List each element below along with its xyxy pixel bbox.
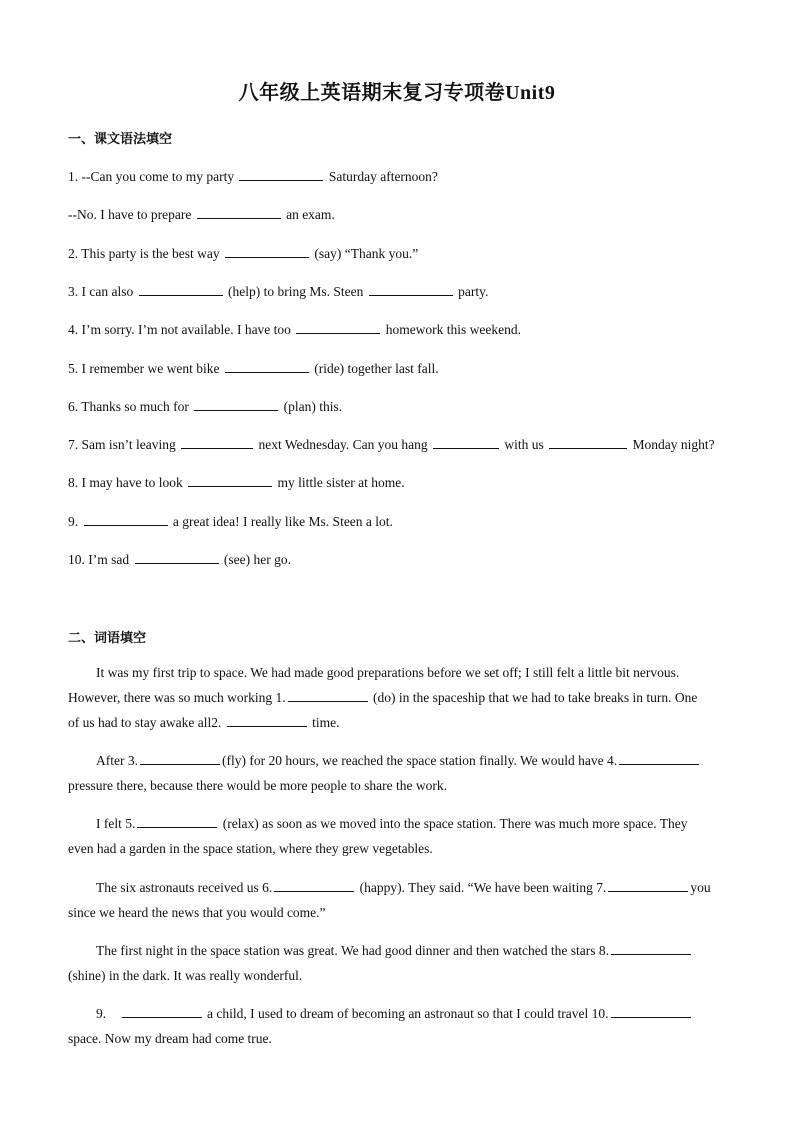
question-7 (68, 435, 715, 453)
question-9-text-end: a great idea! I really like Ms. Steen a lot. (172, 514, 393, 529)
paragraph-1-line-3 (68, 710, 726, 735)
question-1-reply (68, 205, 335, 223)
passage-paragraph-6 (68, 1001, 726, 1051)
paragraph-5-line-1 (68, 938, 726, 963)
paragraph-6-text: 9. (96, 1006, 107, 1021)
answer-blank[interactable] (181, 435, 253, 449)
answer-blank[interactable] (137, 814, 217, 828)
answer-blank[interactable] (197, 205, 281, 219)
paragraph-1-text: However, there was so much working 1. (68, 690, 286, 705)
paragraph-1-line-1: It was my first trip to space. We had made good preparations before we set off; I still felt a little bit nervous. (96, 665, 680, 680)
paragraph-3-line-1 (68, 811, 726, 836)
question-4-text: 4. I’m sorry. I’m not available. I have too (68, 322, 291, 337)
question-5-text-end: (ride) together last fall. (314, 361, 439, 376)
question-7-text-mid-1: next Wednesday. Can you hang (258, 437, 428, 452)
passage-paragraph-1 (68, 660, 726, 735)
paragraph-1-text: of us had to stay awake all2. (68, 715, 222, 730)
passage-paragraph-4 (68, 875, 726, 925)
question-5 (68, 359, 439, 377)
answer-blank[interactable] (194, 397, 278, 411)
section-2-heading: 二、词语填空 (68, 631, 147, 646)
answer-blank[interactable] (225, 359, 309, 373)
answer-blank[interactable] (140, 751, 220, 765)
answer-blank[interactable] (122, 1004, 202, 1018)
paragraph-6-line-1 (68, 1001, 726, 1026)
question-3-text: 3. I can also (68, 284, 134, 299)
paragraph-6-text: a child, I used to dream of becoming an astronaut so that I could travel 10. (207, 1006, 609, 1021)
question-3-text-end: party. (458, 284, 489, 299)
paragraph-2-text: After 3. (96, 753, 138, 768)
section-1-heading: 一、课文语法填空 (68, 132, 173, 147)
paragraph-3-line-2: even had a garden in the space station, where they grew vegetables. (68, 841, 433, 856)
question-7-text: 7. Sam isn’t leaving (68, 437, 176, 452)
answer-blank[interactable] (611, 941, 691, 955)
question-1-reply-text: --No. I have to prepare (68, 207, 192, 222)
paragraph-2-line-2: pressure there, because there would be more people to share the work. (68, 778, 447, 793)
answer-blank[interactable] (239, 167, 323, 181)
question-8-text: 8. I may have to look (68, 475, 183, 490)
question-7-text-mid-2: with us (504, 437, 544, 452)
answer-blank[interactable] (369, 282, 453, 296)
paragraph-3-text: I felt 5. (96, 816, 136, 831)
question-8 (68, 473, 405, 491)
paragraph-4-text: The six astronauts received us 6. (96, 880, 273, 895)
question-3-text-mid: (help) to bring Ms. Steen (227, 284, 364, 299)
answer-blank[interactable] (619, 751, 699, 765)
question-5-text: 5. I remember we went bike (68, 361, 220, 376)
paragraph-1-text: time. (312, 715, 340, 730)
answer-blank[interactable] (296, 320, 380, 334)
question-8-text-end: my little sister at home. (277, 475, 405, 490)
paragraph-4-line-1 (68, 875, 726, 900)
question-3 (68, 282, 488, 300)
paragraph-4-text: (happy). They said. “We have been waiting 7. (359, 880, 607, 895)
question-10-text-end: (see) her go. (223, 552, 291, 567)
question-6-text-end: (plan) this. (283, 399, 343, 414)
question-4 (68, 320, 521, 338)
passage-paragraph-5 (68, 938, 726, 988)
answer-blank[interactable] (274, 878, 354, 892)
paragraph-2-text: (fly) for 20 hours, we reached the space station finally. We would have 4. (221, 753, 618, 768)
paragraph-2-line-1 (68, 748, 726, 773)
paragraph-3-text: (relax) as soon as we moved into the space station. There was much more space. They (222, 816, 688, 831)
question-2 (68, 244, 418, 262)
question-9-text: 9. (68, 514, 79, 529)
question-7-text-end: Monday night? (632, 437, 715, 452)
paragraph-6-line-2: space. Now my dream had come true. (68, 1031, 272, 1046)
answer-blank[interactable] (225, 244, 309, 258)
answer-blank[interactable] (227, 713, 307, 727)
answer-blank[interactable] (611, 1004, 691, 1018)
answer-blank[interactable] (288, 688, 368, 702)
paragraph-5-text: The first night in the space station was great. We had good dinner and then watched the stars 8. (96, 943, 610, 958)
passage-paragraph-3 (68, 811, 726, 861)
answer-blank[interactable] (188, 473, 272, 487)
question-10 (68, 550, 291, 568)
question-1-reply-text-end: an exam. (286, 207, 335, 222)
question-9 (68, 512, 393, 530)
answer-blank[interactable] (135, 550, 219, 564)
page-title: 八年级上英语期末复习专项卷Unit9 (238, 82, 556, 104)
answer-blank[interactable] (608, 878, 688, 892)
question-1 (68, 167, 438, 185)
paragraph-4-line-2: since we heard the news that you would come.” (68, 905, 326, 920)
question-2-text: 2. This party is the best way (68, 246, 220, 261)
question-4-text-end: homework this weekend. (385, 322, 522, 337)
question-10-text: 10. I’m sad (68, 552, 130, 567)
answer-blank[interactable] (549, 435, 627, 449)
passage-paragraph-2 (68, 748, 726, 798)
question-2-text-end: (say) “Thank you.” (314, 246, 419, 261)
answer-blank[interactable] (139, 282, 223, 296)
question-1-text-end: Saturday afternoon? (328, 169, 438, 184)
answer-blank[interactable] (433, 435, 499, 449)
question-1-text: 1. --Can you come to my party (68, 169, 235, 184)
question-6 (68, 397, 342, 415)
paragraph-1-text: (do) in the spaceship that we had to take breaks in turn. One (373, 690, 698, 705)
paragraph-4-text: you (690, 880, 711, 895)
answer-blank[interactable] (84, 512, 168, 526)
paragraph-5-line-2: (shine) in the dark. It was really wonderful. (68, 968, 303, 983)
paragraph-1-line-2 (68, 685, 726, 710)
question-6-text: 6. Thanks so much for (68, 399, 189, 414)
